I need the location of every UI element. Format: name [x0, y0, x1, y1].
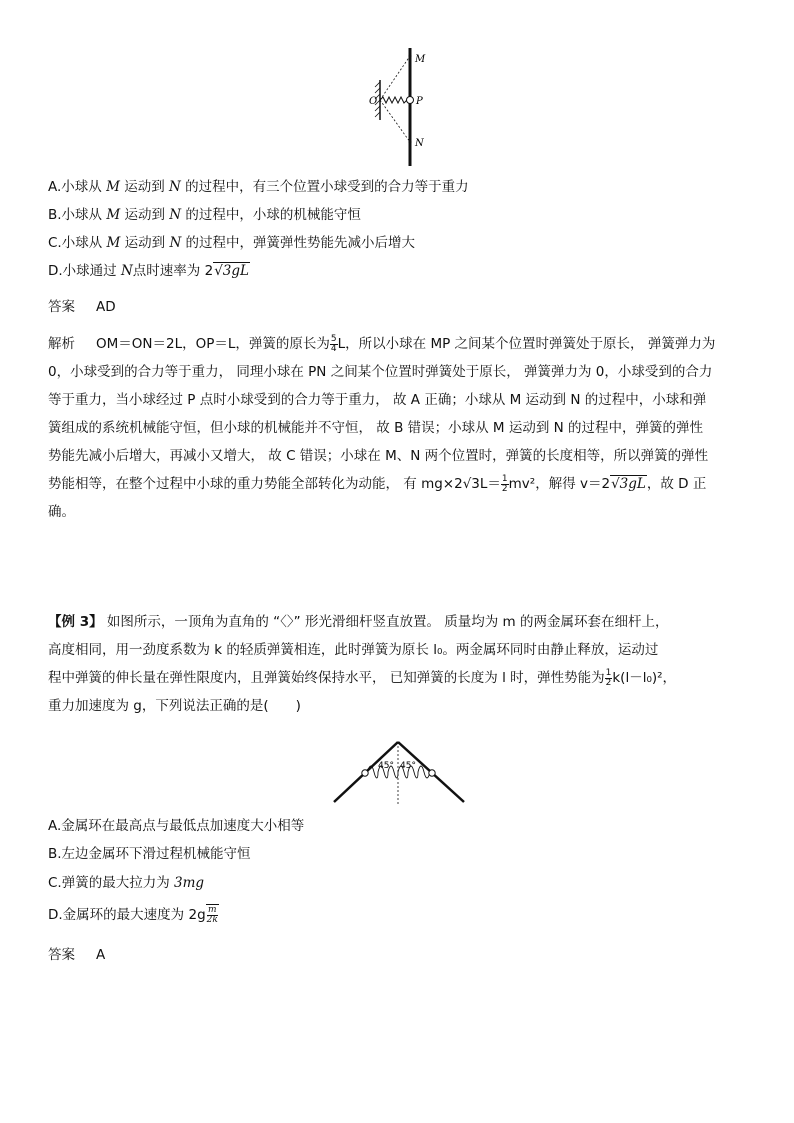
analysis-line-3: 等于重力，当小球经过 P 点时小球受到的合力等于重力， 故 A 正确；小球从 M 运动到 N 的过程中，小球和弹 [48, 392, 707, 408]
option-d: D.小球通过 N点时速率为 2√3gL [48, 263, 249, 279]
angle-label-right: 45° [400, 761, 416, 771]
spring [367, 766, 430, 778]
point-n [408, 140, 411, 143]
example-3-stem [48, 608, 746, 720]
point-m [408, 54, 411, 57]
analysis-line-5: 势能先减小后增大，再减小又增大， 故 C 错误；小球在 M、N 两个位置时，弹簧的长度相等，所以弹簧的弹性 [48, 448, 709, 464]
label-o: O [369, 96, 378, 107]
fraction-1-2: $\frac{1}{2}$ [501, 473, 508, 494]
example-tag: 【例 3】 [48, 614, 103, 630]
sqrt-m-over-2k: $\frac{m}{2k}$ [206, 904, 218, 925]
label-n: N [415, 138, 424, 149]
spring [380, 97, 407, 103]
stem-line-3: 程中弹簧的伸长量在弹性限度内，且弹簧始终保持水平， 已知弹簧的长度为 l 时，弹性势能为 $\frac{1}{2}$ k(l－l₀)²， [48, 667, 677, 688]
fraction-5-4: $\frac{5}{4}$ [330, 333, 337, 354]
option-a: A.小球从 M 运动到 N 的过程中，有三个位置小球受到的合力等于重力 [48, 179, 469, 195]
option-c: C.小球从 M 运动到 N 的过程中，弹簧弹性势能先减小后增大 [48, 235, 416, 251]
label-m: M [415, 54, 426, 65]
dashed-om [380, 56, 410, 100]
analysis [48, 330, 746, 526]
option-b: B.小球从 M 运动到 N 的过程中，小球的机械能守恒 [48, 207, 361, 223]
ex3-option-a: A.金属环在最高点与最低点加速度大小相等 [48, 818, 305, 834]
stem-line-1: 【例 3】 如图所示，一顶角为直角的 “〈〉” 形光滑细杆竖直放置。 质量均为 m 的两金属环套在细杆上， [48, 614, 669, 630]
analysis-line-6: 势能相等，在整个过程中小球的重力势能全部转化为动能， 有 mg×2√3L＝ $\frac{1}{2}$ mv²，解得 v＝2√3gL，故 D 正 [48, 473, 707, 494]
analysis-line-7: 确。 [48, 504, 75, 520]
ex3-option-b: B.左边金属环下滑过程机械能守恒 [48, 846, 251, 862]
dashed-on [380, 100, 410, 142]
ex3-option-c: C.弹簧的最大拉力为 3mg [48, 875, 205, 891]
left-ring [362, 770, 368, 776]
analysis-line-1: 解析 OM＝ON＝2L，OP＝L，弹簧的原长为 $\frac{5}{4}$ L，所以小球在 MP 之间某个位置时弹簧处于原长， 弹簧弹力为 [48, 333, 716, 354]
right-ring [429, 770, 435, 776]
figure-v-rod-spring [330, 738, 470, 808]
ball-p [407, 97, 414, 104]
fraction-1-2-b: $\frac{1}{2}$ [605, 667, 612, 688]
answer-q2: 答案 AD [48, 299, 116, 315]
figure-rod-spring [360, 44, 440, 170]
analysis-line-4: 簧组成的系统机械能守恒，但小球的机械能并不守恒， 故 B 错误；小球从 M 运动到 N 的过程中，弹簧的弹性 [48, 420, 704, 436]
ex3-option-d: D.金属环的最大速度为 2g $\frac{m}{2k}$ [48, 904, 218, 925]
answer-ex3: 答案 A [48, 947, 106, 963]
analysis-line-2: 0，小球受到的合力等于重力， 同理小球在 PN 之间某个位置时弹簧处于原长， 弹簧弹力为 0，小球受到的合力 [48, 364, 713, 380]
stem-line-2: 高度相同，用一劲度系数为 k 的轻质弹簧相连，此时弹簧为原长 l₀。两金属环同时由静止释放，运动过 [48, 642, 659, 658]
angle-label-left: 45° [378, 761, 394, 771]
stem-line-4: 重力加速度为 g，下列说法正确的是( ) [48, 698, 301, 714]
label-p: P [416, 96, 423, 107]
